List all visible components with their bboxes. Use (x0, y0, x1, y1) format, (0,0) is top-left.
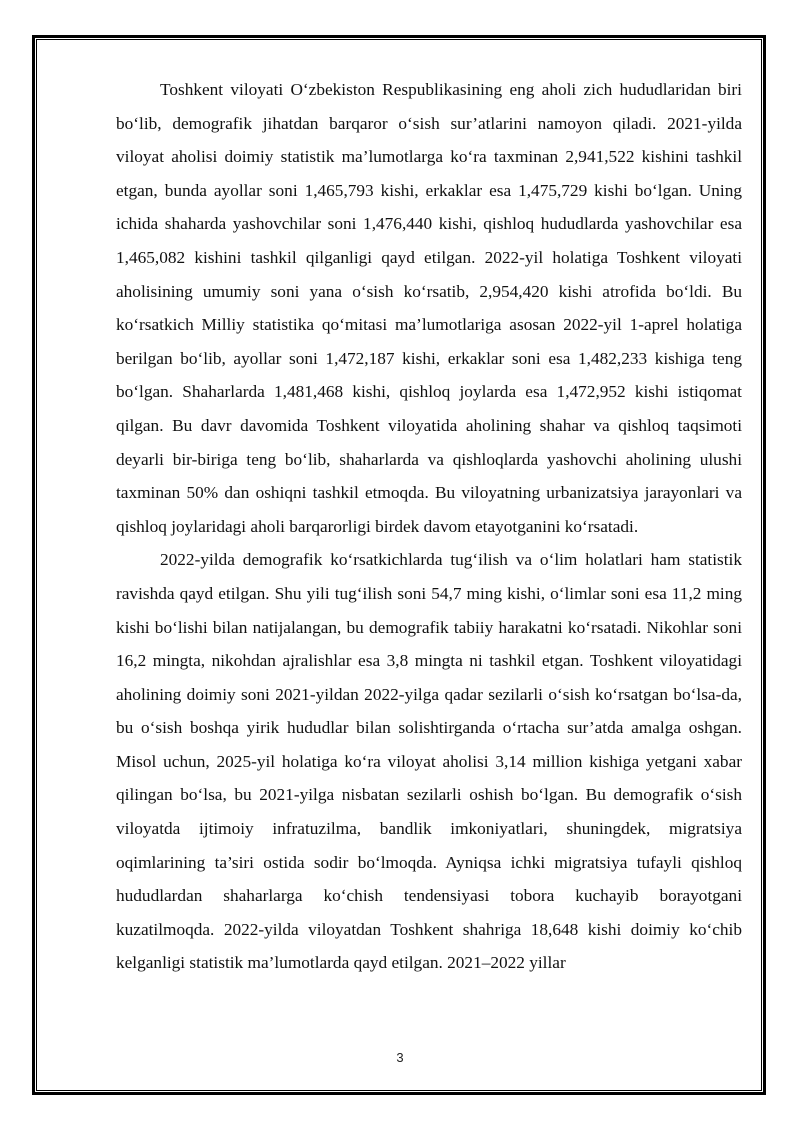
paragraph-2: 2022-yilda demografik ko‘rsatkichlarda tug‘ilish va o‘lim holatlari ham statistik ravishda qayd etilgan. Shu yili tug‘ilish soni 54,7 ming kishi, o‘limlar soni esa 11,2 ming kishi bo‘lishi bilan natijalangan, bu demografik tabiiy harakatni ko‘rsatadi. Nikohlar soni 16,2 mingta, nikohdan ajralishlar esa 3,8 mingta ni tashkil etgan. Toshkent viloyatidagi aholining doimiy soni 2021-yildan 2022-yilga qadar sezilarli o‘sish ko‘rsatgan bo‘lsa-da, bu o‘sish boshqa yirik hududlar bilan solishtirganda o‘rtacha sur’atda amalga oshgan. Misol uchun, 2025-yil holatiga ko‘ra viloyat aholisi 3,14 million kishiga yetgani xabar qilingan bo‘lsa, bu 2021-yilga nisbatan sezilarli oshish bo‘lgan. Bu demografik o‘sish viloyatda ijtimoiy infratuzilma, bandlik imkoniyatlari, shuningdek, migratsiya oqimlarining ta’siri ostida sodir bo‘lmoqda. Ayniqsa ichki migratsiya tufayli qishloq hududlardan shaharlarga ko‘chish tendensiyasi tobora kuchayib borayotgani kuzatilmoqda. 2022-yilda viloyatdan Toshkent shahriga 18,648 kishi doimiy ko‘chib kelganligi statistik ma’lumotlarda qayd etilgan. 2021–2022 yillar (116, 550, 742, 973)
document-body (116, 73, 742, 980)
paragraph-1: Toshkent viloyati O‘zbekiston Respublikasining eng aholi zich hududlaridan biri bo‘lib, demografik jihatdan barqaror o‘sish sur’atlarini namoyon qiladi. 2021-yilda viloyat aholisi doimiy statistik ma’lumotlarga ko‘ra taxminan 2,941,522 kishini tashkil etgan, bunda ayollar soni 1,465,793 kishi, erkaklar esa 1,475,729 kishi bo‘lgan. Uning ichida shaharda yashovchilar soni 1,476,440 kishi, qishloq hududlarda yashovchilar esa 1,465,082 kishini tashkil qilganligi qayd etilgan. 2022-yil holatiga Toshkent viloyati aholisining umumiy soni yana o‘sish ko‘rsatib, 2,954,420 kishi atrofida bo‘ldi. Bu ko‘rsatkich Milliy statistika qo‘mitasi ma’lumotlariga asosan 2022-yil 1-aprel holatiga berilgan bo‘lib, ayollar soni 1,472,187 kishi, erkaklar soni esa 1,482,233 kishiga teng bo‘lgan. Shaharlarda 1,481,468 kishi, qishloq joylarda esa 1,472,952 kishi istiqomat qilgan. Bu davr davomida Toshkent viloyatida aholining shahar va qishloq taqsimoti deyarli bir-biriga teng bo‘lib, shaharlarda va qishloqlarda yashovchi aholining ulushi taxminan 50% dan oshiqni tashkil etmoqda. Bu viloyatning urbanizatsiya jarayonlari va qishloq joylaridagi aholi barqarorligi birdek davom etayotganini ko‘rsatadi. (116, 80, 742, 536)
page-number: 3 (396, 1050, 404, 1065)
